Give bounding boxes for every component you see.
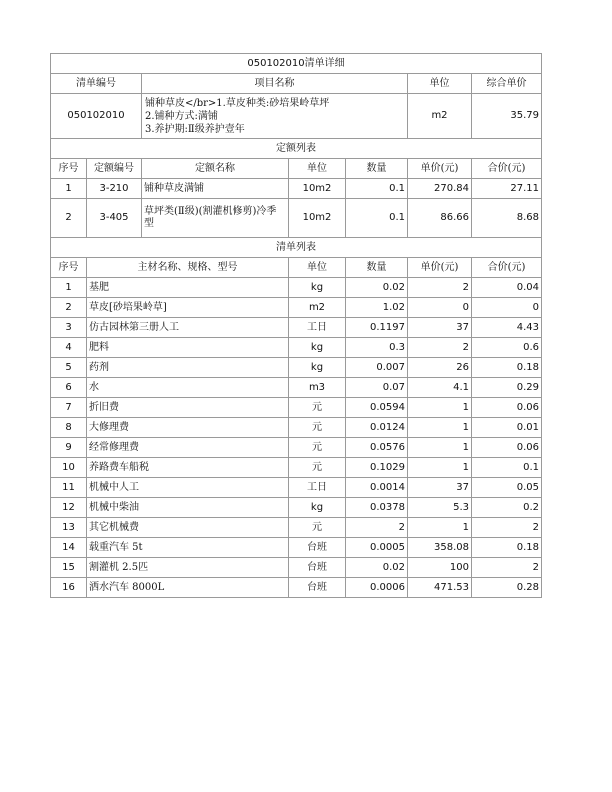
material-cell: 台班 bbox=[289, 538, 346, 558]
material-row bbox=[51, 378, 542, 398]
material-cell: 0.06 bbox=[472, 398, 542, 418]
material-cell: 11 bbox=[51, 478, 87, 498]
material-cell: 0.02 bbox=[346, 558, 408, 578]
material-cell: 1 bbox=[408, 518, 472, 538]
quota-cell: 27.11 bbox=[472, 179, 542, 199]
quota-header-row bbox=[51, 159, 542, 179]
quota-cell: 1 bbox=[51, 179, 87, 199]
material-cell: 0.1 bbox=[472, 458, 542, 478]
main-item-row bbox=[51, 94, 542, 139]
material-cell: 0.1029 bbox=[346, 458, 408, 478]
header-name: 项目名称 bbox=[142, 74, 408, 94]
material-cell: 0.007 bbox=[346, 358, 408, 378]
material-cell: 3 bbox=[51, 318, 87, 338]
material-cell: 12 bbox=[51, 498, 87, 518]
material-cell: 机械中人工 bbox=[87, 478, 289, 498]
material-cell: 0.02 bbox=[346, 278, 408, 298]
material-cell: 元 bbox=[289, 438, 346, 458]
material-cell: 0.01 bbox=[472, 418, 542, 438]
material-cell: 洒水汽车 8000L bbox=[87, 578, 289, 598]
material-row bbox=[51, 278, 542, 298]
material-cell: 2 bbox=[472, 518, 542, 538]
material-cell: 6 bbox=[51, 378, 87, 398]
quota-row bbox=[51, 179, 542, 199]
material-cell: 5 bbox=[51, 358, 87, 378]
material-cell: 0.0005 bbox=[346, 538, 408, 558]
material-cell: 100 bbox=[408, 558, 472, 578]
material-cell: 养路费车船税 bbox=[87, 458, 289, 478]
material-cell: 0.2 bbox=[472, 498, 542, 518]
quota-header-cell: 数量 bbox=[346, 159, 408, 179]
material-cell: 15 bbox=[51, 558, 87, 578]
material-row bbox=[51, 398, 542, 418]
quota-header-cell: 序号 bbox=[51, 159, 87, 179]
material-cell: 0.0014 bbox=[346, 478, 408, 498]
material-cell: 1 bbox=[51, 278, 87, 298]
material-row bbox=[51, 458, 542, 478]
material-row bbox=[51, 438, 542, 458]
material-cell: 0 bbox=[472, 298, 542, 318]
material-cell: 元 bbox=[289, 418, 346, 438]
material-cell: 13 bbox=[51, 518, 87, 538]
table-title: 050102010清单详细 bbox=[51, 54, 542, 74]
item-price: 35.79 bbox=[472, 94, 542, 139]
material-cell: 4.43 bbox=[472, 318, 542, 338]
material-cell: 0.3 bbox=[346, 338, 408, 358]
material-row bbox=[51, 358, 542, 378]
material-cell: 16 bbox=[51, 578, 87, 598]
material-header-cell: 单价(元) bbox=[408, 258, 472, 278]
quota-header-cell: 合价(元) bbox=[472, 159, 542, 179]
material-cell: 8 bbox=[51, 418, 87, 438]
quota-cell: 10m2 bbox=[289, 179, 346, 199]
quota-cell: 0.1 bbox=[346, 179, 408, 199]
material-cell: 1 bbox=[408, 398, 472, 418]
material-cell: 5.3 bbox=[408, 498, 472, 518]
quota-header-cell: 定额名称 bbox=[142, 159, 289, 179]
quota-section-title-row bbox=[51, 139, 542, 159]
material-cell: kg bbox=[289, 278, 346, 298]
material-cell: 2 bbox=[408, 338, 472, 358]
material-cell: 0.0006 bbox=[346, 578, 408, 598]
material-cell: 其它机械费 bbox=[87, 518, 289, 538]
material-cell: 水 bbox=[87, 378, 289, 398]
material-row bbox=[51, 478, 542, 498]
material-cell: 折旧费 bbox=[87, 398, 289, 418]
quota-cell: 86.66 bbox=[408, 199, 472, 238]
material-section-title-row bbox=[51, 238, 542, 258]
quota-cell: 2 bbox=[51, 199, 87, 238]
material-cell: 0.07 bbox=[346, 378, 408, 398]
material-cell: 2 bbox=[51, 298, 87, 318]
material-cell: 0.05 bbox=[472, 478, 542, 498]
material-cell: 工日 bbox=[289, 318, 346, 338]
material-cell: 工日 bbox=[289, 478, 346, 498]
material-cell: 9 bbox=[51, 438, 87, 458]
quota-section-title: 定额列表 bbox=[51, 139, 542, 159]
material-cell: 7 bbox=[51, 398, 87, 418]
material-cell: 元 bbox=[289, 518, 346, 538]
quota-cell: 3-210 bbox=[87, 179, 142, 199]
material-cell: 0.29 bbox=[472, 378, 542, 398]
material-cell: 0.1197 bbox=[346, 318, 408, 338]
material-cell: 0.06 bbox=[472, 438, 542, 458]
material-cell: 0.6 bbox=[472, 338, 542, 358]
quota-cell: 270.84 bbox=[408, 179, 472, 199]
material-cell: 471.53 bbox=[408, 578, 472, 598]
material-cell: 台班 bbox=[289, 578, 346, 598]
material-header-cell: 主材名称、规格、型号 bbox=[87, 258, 289, 278]
material-cell: 1 bbox=[408, 458, 472, 478]
material-header-cell: 序号 bbox=[51, 258, 87, 278]
material-row bbox=[51, 418, 542, 438]
material-row bbox=[51, 518, 542, 538]
material-cell: m2 bbox=[289, 298, 346, 318]
bill-detail-table bbox=[50, 53, 542, 598]
material-cell: 经常修理费 bbox=[87, 438, 289, 458]
material-cell: 10 bbox=[51, 458, 87, 478]
material-cell: 药剂 bbox=[87, 358, 289, 378]
material-cell: 0.0124 bbox=[346, 418, 408, 438]
material-cell: 37 bbox=[408, 478, 472, 498]
item-unit: m2 bbox=[408, 94, 472, 139]
quota-cell: 3-405 bbox=[87, 199, 142, 238]
material-header-cell: 数量 bbox=[346, 258, 408, 278]
material-row bbox=[51, 558, 542, 578]
item-description: 铺种草皮</br>1.草皮种类:砂培果岭草坪 2.铺种方式:满铺 3.养护期:Ⅱ级养护壹年 bbox=[142, 94, 408, 139]
quota-row bbox=[51, 199, 542, 238]
material-cell: 割灌机 2.5匹 bbox=[87, 558, 289, 578]
material-cell: 0.0594 bbox=[346, 398, 408, 418]
material-cell: 2 bbox=[408, 278, 472, 298]
material-row bbox=[51, 538, 542, 558]
material-header-cell: 单位 bbox=[289, 258, 346, 278]
material-section-title: 清单列表 bbox=[51, 238, 542, 258]
material-cell: 0.04 bbox=[472, 278, 542, 298]
material-cell: 0.18 bbox=[472, 358, 542, 378]
material-cell: 仿古园林第三册人工 bbox=[87, 318, 289, 338]
material-cell: 基肥 bbox=[87, 278, 289, 298]
header-code: 清单编号 bbox=[51, 74, 142, 94]
quota-cell: 铺种草皮满铺 bbox=[142, 179, 289, 199]
quota-cell: 8.68 bbox=[472, 199, 542, 238]
material-cell: 0.18 bbox=[472, 538, 542, 558]
material-header-cell: 合价(元) bbox=[472, 258, 542, 278]
material-cell: 358.08 bbox=[408, 538, 472, 558]
quota-cell: 0.1 bbox=[346, 199, 408, 238]
material-cell: 肥料 bbox=[87, 338, 289, 358]
material-cell: 台班 bbox=[289, 558, 346, 578]
material-cell: kg bbox=[289, 338, 346, 358]
material-row bbox=[51, 578, 542, 598]
material-cell: 1.02 bbox=[346, 298, 408, 318]
material-cell: 0.0378 bbox=[346, 498, 408, 518]
material-cell: 草皮[砂培果岭草] bbox=[87, 298, 289, 318]
material-cell: kg bbox=[289, 358, 346, 378]
material-cell: 元 bbox=[289, 398, 346, 418]
header-unit: 单位 bbox=[408, 74, 472, 94]
main-header-row bbox=[51, 74, 542, 94]
material-header-row bbox=[51, 258, 542, 278]
material-cell: 1 bbox=[408, 438, 472, 458]
quota-header-cell: 单价(元) bbox=[408, 159, 472, 179]
item-code: 050102010 bbox=[51, 94, 142, 139]
header-price: 综合单价 bbox=[472, 74, 542, 94]
material-cell: 37 bbox=[408, 318, 472, 338]
material-cell: 0.0576 bbox=[346, 438, 408, 458]
material-row bbox=[51, 498, 542, 518]
quota-cell: 10m2 bbox=[289, 199, 346, 238]
quota-header-cell: 单位 bbox=[289, 159, 346, 179]
material-cell: 大修理费 bbox=[87, 418, 289, 438]
material-cell: 0 bbox=[408, 298, 472, 318]
title-row bbox=[51, 54, 542, 74]
material-cell: 2 bbox=[346, 518, 408, 538]
material-cell: 1 bbox=[408, 418, 472, 438]
material-row bbox=[51, 338, 542, 358]
quota-cell: 草坪类(Ⅱ级)(割灌机修剪)冷季型 bbox=[142, 199, 289, 238]
material-cell: 4 bbox=[51, 338, 87, 358]
material-cell: kg bbox=[289, 498, 346, 518]
material-cell: 2 bbox=[472, 558, 542, 578]
material-cell: 26 bbox=[408, 358, 472, 378]
material-cell: m3 bbox=[289, 378, 346, 398]
material-cell: 载重汽车 5t bbox=[87, 538, 289, 558]
quota-header-cell: 定额编号 bbox=[87, 159, 142, 179]
material-cell: 元 bbox=[289, 458, 346, 478]
material-cell: 机械中柴油 bbox=[87, 498, 289, 518]
material-cell: 14 bbox=[51, 538, 87, 558]
material-row bbox=[51, 298, 542, 318]
material-row bbox=[51, 318, 542, 338]
material-cell: 0.28 bbox=[472, 578, 542, 598]
material-cell: 4.1 bbox=[408, 378, 472, 398]
